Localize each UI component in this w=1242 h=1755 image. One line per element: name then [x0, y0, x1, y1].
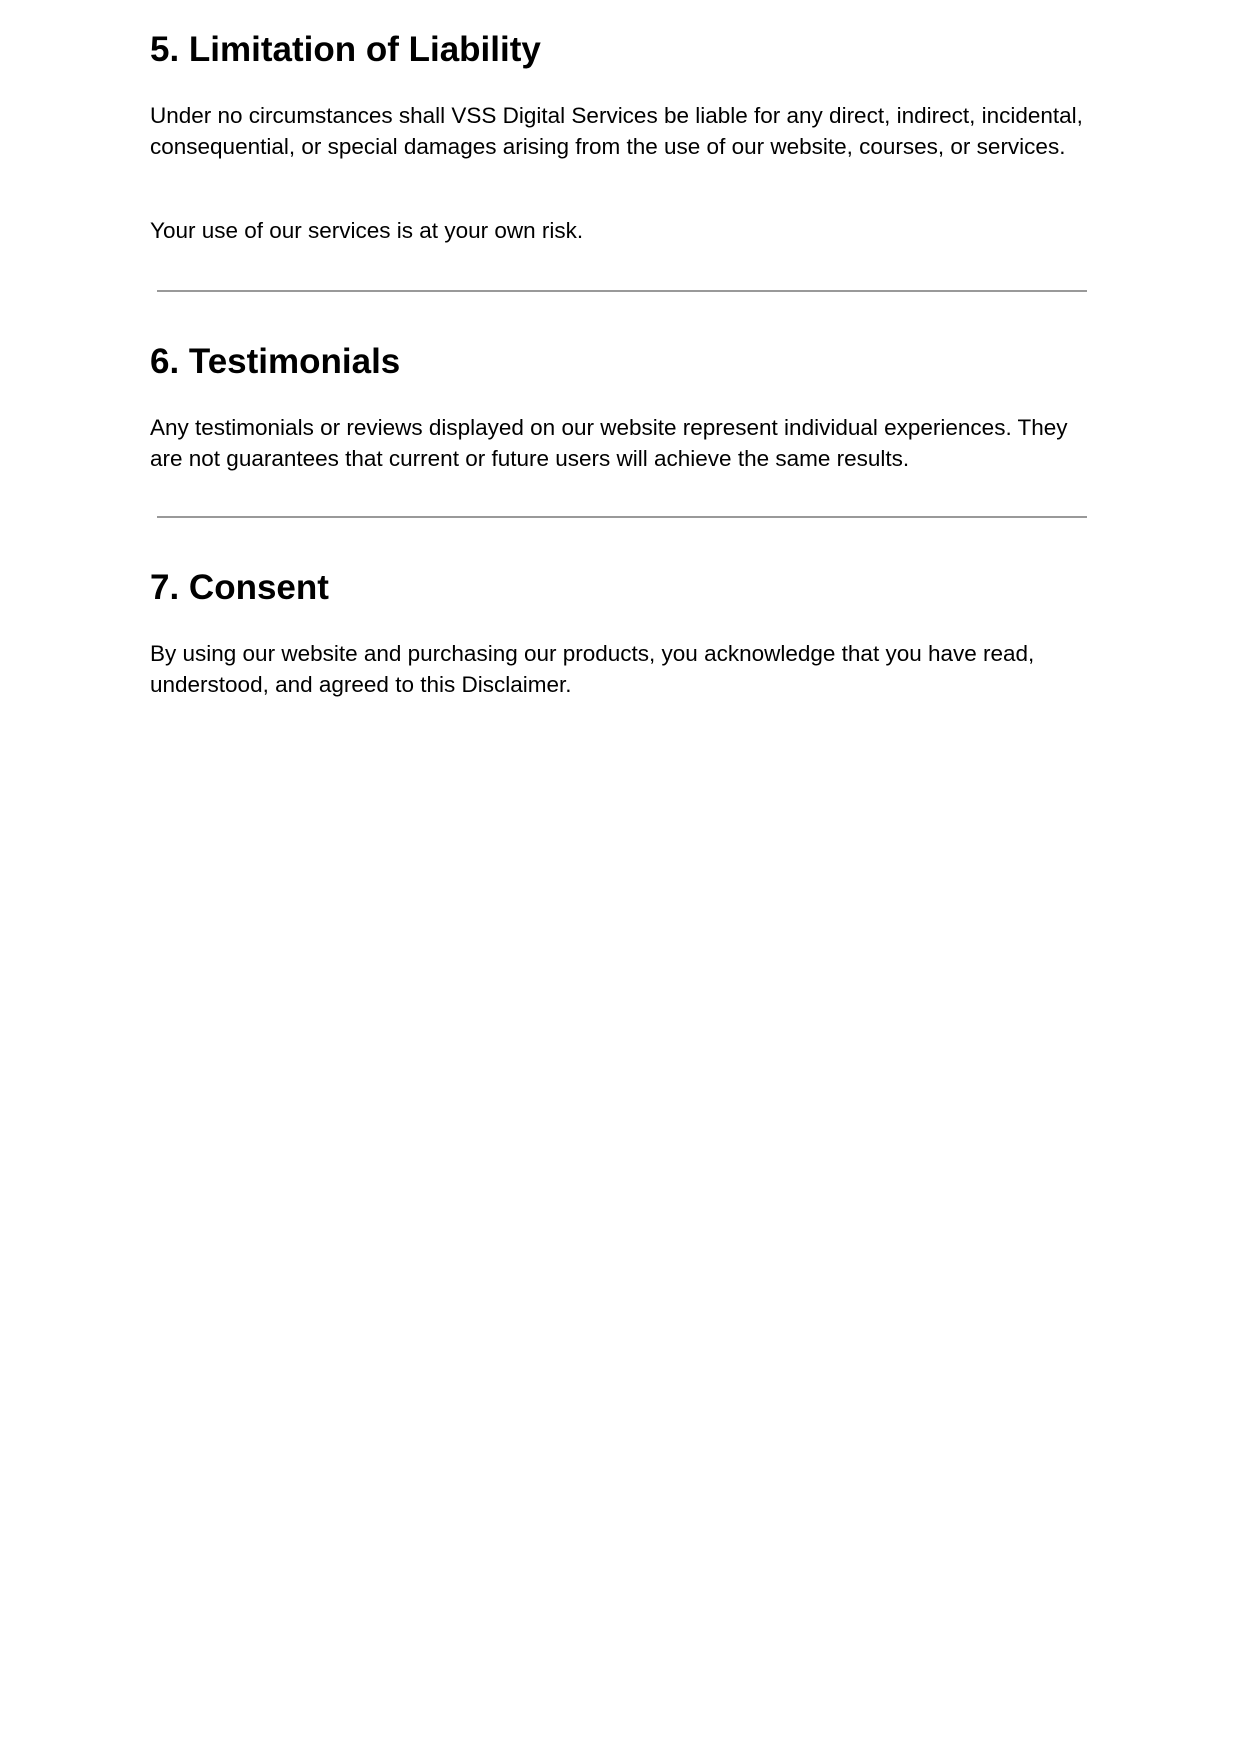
section-paragraph: By using our website and purchasing our products, you acknowledge that you have read, understood, and agreed to this Disclaimer. — [150, 641, 1035, 697]
section-paragraph: Under no circumstances shall VSS Digital Services be liable for any direct, indirect, incidental, consequential, or special damages arising from the use of our website, courses, or services. — [150, 103, 1083, 159]
section-divider — [157, 290, 1087, 292]
section-paragraph: Your use of our services is at your own risk. — [150, 218, 584, 243]
section-consent — [150, 568, 1090, 697]
section-limitation-of-liability — [150, 30, 1090, 243]
section-testimonials — [150, 342, 1090, 471]
section-heading: 6. Testimonials — [150, 342, 401, 381]
section-heading: 5. Limitation of Liability — [150, 30, 541, 69]
section-heading: 7. Consent — [150, 568, 329, 607]
section-divider — [157, 516, 1087, 518]
section-paragraph: Any testimonials or reviews displayed on our website represent individual experiences. They are not guarantees that current or future users will achieve the same results. — [150, 415, 1068, 471]
